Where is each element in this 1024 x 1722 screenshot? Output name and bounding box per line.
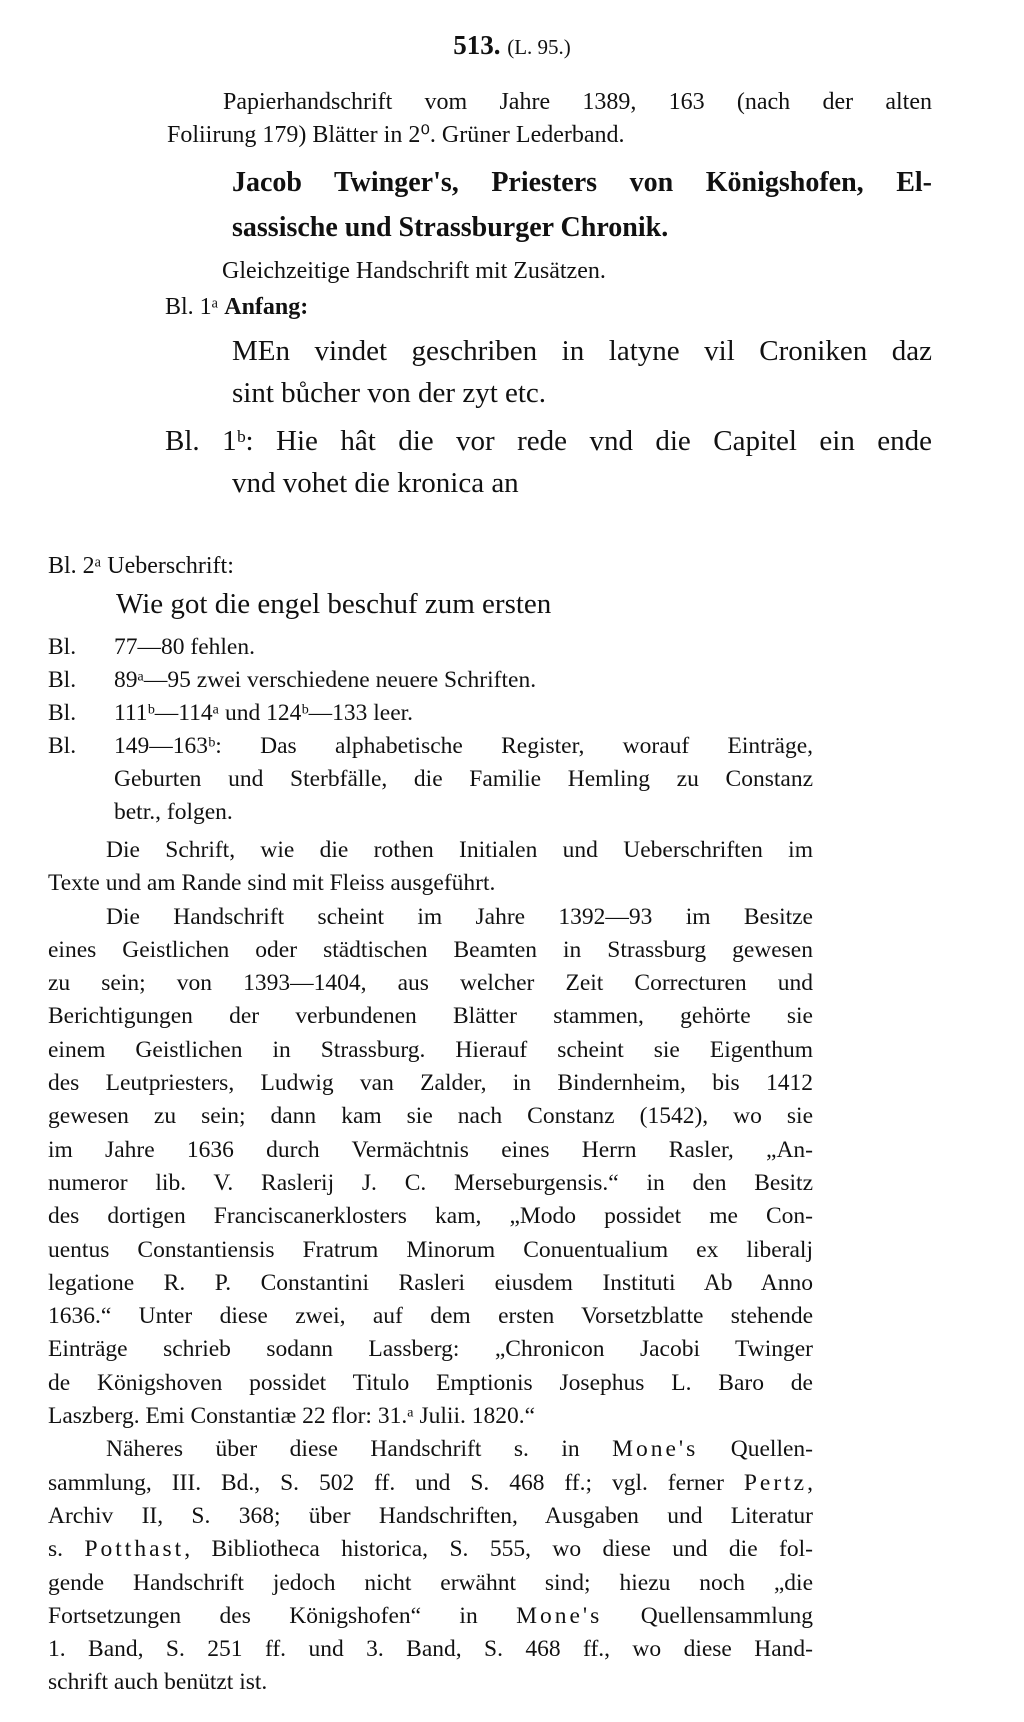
folio-label: Bl. 2ᵃ [48,553,102,579]
text-line: eines Geistlichen oder städtischen Beamten in Strassburg gewesen [48,936,813,963]
author-name-spaced: Mone's [612,1436,699,1463]
text-line: sammlung, III. Bd., S. 502 ff. und S. 468 ff.; vgl. ferner Pertz, [48,1469,813,1496]
list-item-text: 89ᵃ—95 zwei verschiedene neuere Schriften. [114,667,537,693]
text-line: Näheres über diese Handschrift s. in Mone's Quellen- [106,1436,813,1463]
text-line: legatione R. P. Constantini Rasleri eiusdem Instituti Ab Anno [48,1269,813,1296]
text-line: uentus Constantiensis Fratrum Minorum Conuentualium ex liberalj [48,1236,813,1263]
list-item-text: 77—80 fehlen. [114,634,255,660]
text-line: Archiv II, S. 368; über Handschriften, Ausgaben und Literatur [48,1502,813,1529]
folio-1b-line: Hie hât die vor rede vnd die Capitel ein ende [276,425,933,457]
folio-label: Bl. [48,667,77,693]
folio-label: Bl. [48,634,77,660]
text-line: gewesen zu sein; dann kam sie nach Constanz (1542), wo sie [48,1103,813,1130]
text-line: Einträge schrieb sodann Lassberg: „Chronicon Jacobi Twinger [48,1336,813,1363]
text-line: Berichtigungen der verbundenen Blätter stammen, gehörte sie [48,1003,813,1030]
incipit-line: sint bůcher von der zyt etc. [232,377,547,409]
text-line: Die Schrift, wie die rothen Initialen und Ueberschriften im [106,837,813,863]
text-line: Die Handschrift scheint im Jahre 1392—93 im Besitze [106,903,813,930]
list-item [48,631,813,664]
shelf-signature: (L. 95.) [507,35,571,59]
folio-label: Bl. 1ᵃ [165,294,219,320]
folio-1a-heading [165,294,308,321]
page-header [0,30,1024,61]
paragraph [48,834,813,901]
body-text [48,834,813,1700]
manuscript-description [167,86,932,152]
text-line: numeror lib. V. Raslerij J. C. Merseburgensis.“ in den Besitz [48,1169,813,1196]
text-line: 1636.“ Unter diese zwei, auf dem ersten Vorsetzblatte stehende [48,1303,813,1330]
title-line: Jacob Twinger's, Priesters von Königshofen, El- [232,167,932,198]
folio-label: Bl. [48,733,77,759]
list-item-line: 149—163ᵇ: Das alphabetische Register, worauf Einträge, [114,733,813,759]
list-item-line: Geburten und Sterbfälle, die Familie Hemling zu Constanz [114,766,813,792]
rubric-heading: Wie got die engel beschuf zum ersten [116,588,552,620]
text-line: des Leutpriesters, Ludwig van Zalder, in Bindernheim, bis 1412 [48,1070,813,1097]
description-line: Papierhandschrift vom Jahre 1389, 163 (nach der alten [223,89,932,115]
contemporary-note: Gleichzeitige Handschrift mit Zusätzen. [222,258,606,284]
incipit-line: MEn vindet geschriben in latyne vil Croniken daz [232,335,932,367]
folio-key: Ueberschrift: [107,553,234,579]
text-line: einem Geistlichen in Strassburg. Hierauf scheint sie Eigenthum [48,1036,813,1063]
text-line: zu sein; von 1393—1404, aus welcher Zeit Correcturen und [48,970,813,997]
description-line: Foliirung 179) Blätter in 2⁰. Grüner Lederband. [167,122,625,148]
title-line: sassische und Strassburger Chronik. [232,212,669,243]
list-item-line: betr., folgen. [114,799,233,825]
text-line: Texte und am Rande sind mit Fleiss ausgeführt. [48,870,496,897]
chronicle-title [232,160,932,250]
text-line: de Königshoven possidet Titulo Emptionis Josephus L. Baro de [48,1369,813,1396]
list-item [48,730,813,829]
text-line: Fortsetzungen des Königshofen“ in Mone's Quellensammlung [48,1602,813,1629]
list-item-text: 111ᵇ—114ᵃ und 124ᵇ—133 leer. [114,700,414,726]
list-item [48,664,813,697]
author-name-spaced: Pertz [743,1469,808,1496]
folio-list [48,631,813,829]
paragraph [48,1433,813,1699]
folio-1b-entry [165,420,932,504]
paragraph [48,901,813,1434]
author-name-spaced: Potthast [84,1536,185,1563]
incipit [232,330,932,414]
author-name-spaced: Mone's [516,1602,603,1629]
folio-label: Bl. 1ᵇ: [165,425,254,457]
text-line: Laszberg. Emi Constantiæ 22 flor: 31.ᵃ Julii. 1820.“ [48,1403,536,1430]
folio-2a-heading [48,553,234,580]
text-line: 1. Band, S. 251 ff. und 3. Band, S. 468 ff., wo diese Hand- [48,1636,813,1663]
text-line: des dortigen Franciscanerklosters kam, „Modo possidet me Con- [48,1203,813,1230]
text-line: schrift auch benützt ist. [48,1669,268,1696]
folio-key: Anfang: [224,294,309,320]
folio-label: Bl. [48,700,77,726]
folio-1b-line: vnd vohet die kronica an [232,467,519,499]
text-line: gende Handschrift jedoch nicht erwähnt sind; hiezu noch „die [48,1569,813,1596]
text-line: s. Potthast, Bibliotheca historica, S. 555, wo diese und die fol- [48,1536,813,1563]
text-line: im Jahre 1636 durch Vermächtnis eines Herrn Rasler, „An- [48,1136,813,1163]
list-item [48,697,813,730]
page-number: 513. [453,30,501,60]
